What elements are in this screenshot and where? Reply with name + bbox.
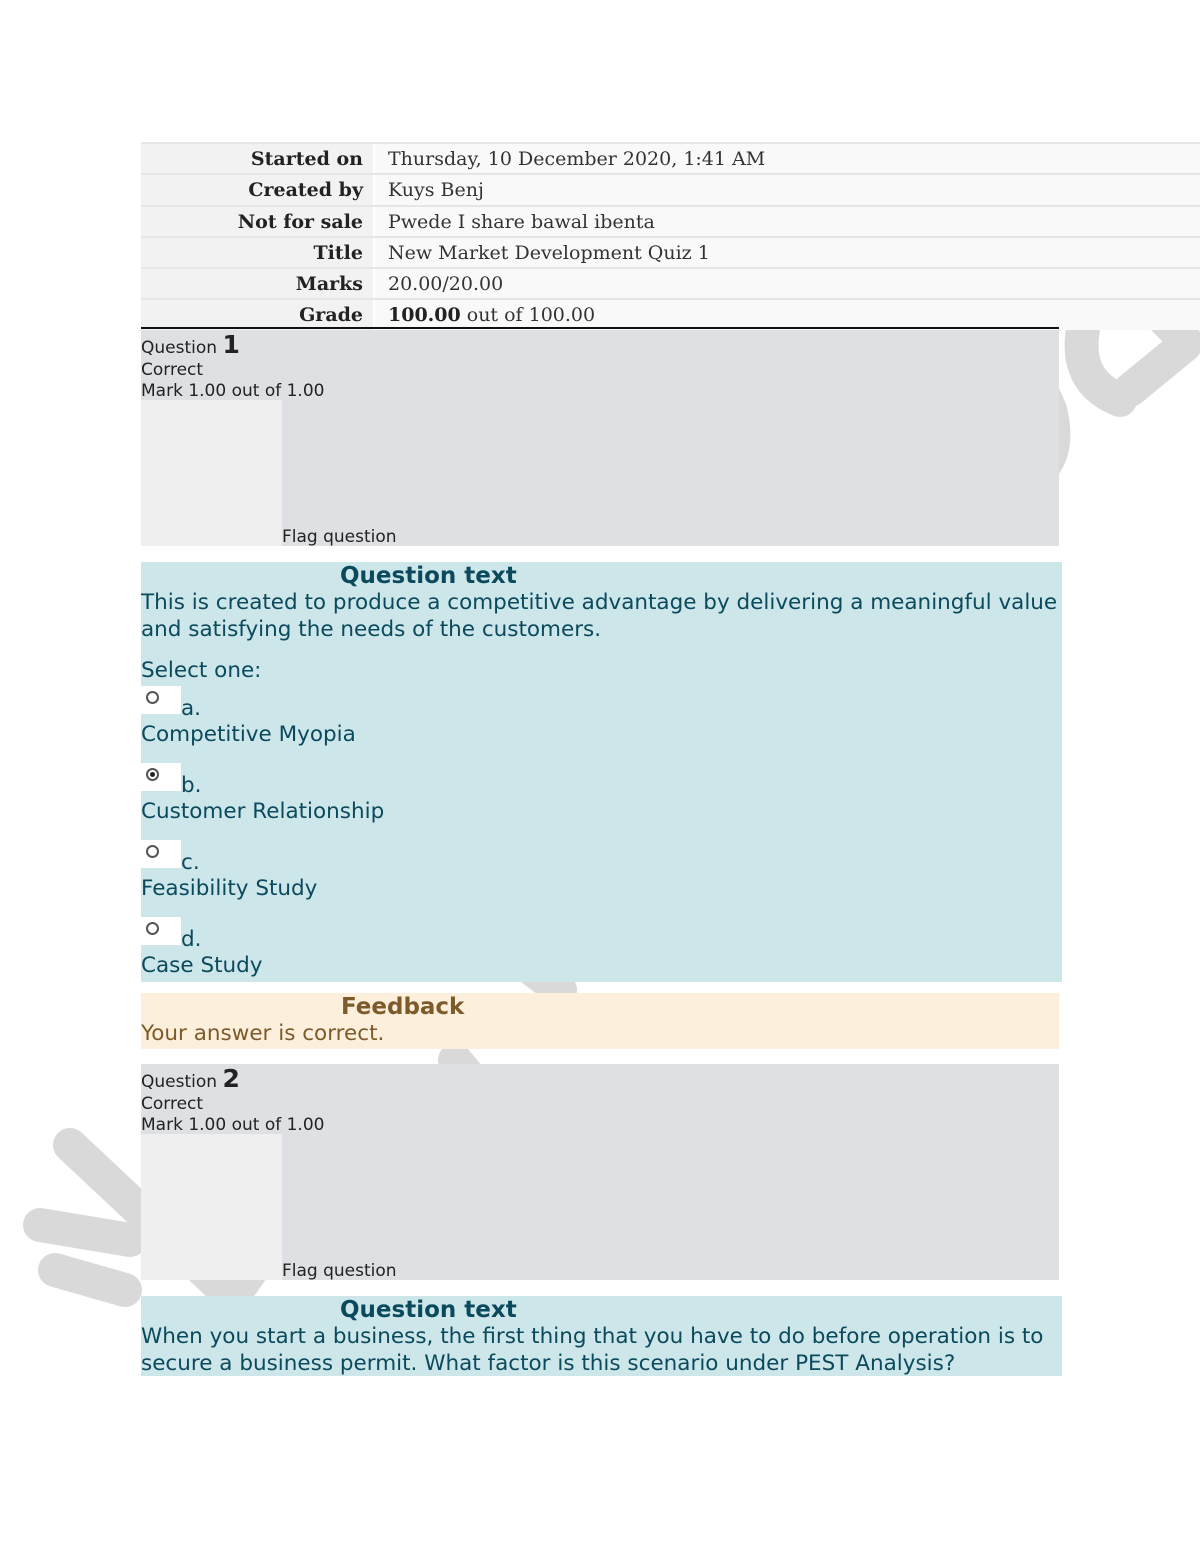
- question-2-content: [141, 1296, 1062, 1376]
- feedback-text: Your answer is correct.: [141, 1021, 385, 1046]
- grade-score: 100.00: [388, 304, 461, 327]
- radio-box[interactable]: [141, 840, 181, 868]
- radio-button-a[interactable]: [146, 691, 159, 704]
- feedback-heading: Feedback: [341, 994, 465, 1020]
- summary-row-marks: [141, 267, 1200, 298]
- option-letter: a.: [181, 696, 202, 721]
- summary-value: New Market Development Quiz 1: [375, 238, 1200, 267]
- summary-label: Created by: [141, 175, 373, 204]
- question-grade: Mark 1.00 out of 1.00: [141, 1115, 325, 1135]
- flag-question-link[interactable]: Flag question: [282, 527, 397, 547]
- summary-row-grade: [141, 298, 1200, 329]
- grade-total: out of 100.00: [460, 304, 596, 327]
- radio-box[interactable]: [141, 763, 181, 791]
- question-number-value: 1: [222, 330, 240, 359]
- option-text: Competitive Myopia: [141, 722, 356, 747]
- summary-label: Started on: [141, 144, 373, 173]
- summary-label: Title: [141, 238, 373, 267]
- info-panel: [141, 1134, 282, 1280]
- summary-label: Not for sale: [141, 207, 373, 236]
- summary-divider: [141, 327, 1059, 329]
- summary-value: Pwede I share bawal ibenta: [375, 207, 1200, 236]
- option-text: Feasibility Study: [141, 876, 318, 901]
- question-number: [141, 1064, 240, 1093]
- info-panel: [141, 400, 282, 546]
- question-text: This is created to produce a competitive advantage by delivering a meaningful value and satisfying the needs of the customers.: [141, 590, 1058, 642]
- question-1-info: [141, 330, 1059, 546]
- radio-button-b-selected[interactable]: [146, 768, 159, 781]
- question-2-info: [141, 1064, 1059, 1280]
- radio-box[interactable]: [141, 917, 181, 945]
- option-letter: b.: [181, 773, 202, 798]
- option-text: Case Study: [141, 953, 263, 978]
- summary-label: Grade: [141, 300, 373, 329]
- flag-question-link[interactable]: Flag question: [282, 1261, 397, 1281]
- summary-value: 20.00/20.00: [375, 269, 1200, 298]
- summary-value: Thursday, 10 December 2020, 1:41 AM: [375, 144, 1200, 173]
- question-number-value: 2: [222, 1064, 240, 1093]
- question-state: Correct: [141, 1094, 204, 1114]
- question-prefix: Question: [141, 1072, 218, 1092]
- question-prefix: Question: [141, 338, 218, 358]
- question-state: Correct: [141, 360, 204, 380]
- summary-row-not-for-sale: [141, 205, 1200, 236]
- radio-box[interactable]: [141, 686, 181, 714]
- question-text: When you start a business, the first thing that you have to do before operation is to secure a business permit. What factor is this scenario under PEST Analysis?: [141, 1324, 1044, 1376]
- question-grade: Mark 1.00 out of 1.00: [141, 381, 325, 401]
- option-letter: d.: [181, 927, 202, 952]
- question-1-content: [141, 562, 1062, 982]
- question-text-heading: Question text: [340, 1297, 517, 1323]
- attempt-summary-table: [141, 142, 1200, 330]
- question-text-heading: Question text: [340, 563, 517, 589]
- question-number: [141, 330, 240, 359]
- summary-value: [375, 300, 1200, 329]
- feedback-panel: [141, 993, 1059, 1049]
- summary-row-started: [141, 142, 1200, 173]
- summary-label: Marks: [141, 269, 373, 298]
- option-letter: c.: [181, 850, 200, 875]
- radio-button-d[interactable]: [146, 922, 159, 935]
- radio-button-c[interactable]: [146, 845, 159, 858]
- option-text: Customer Relationship: [141, 799, 385, 824]
- summary-row-created-by: [141, 173, 1200, 204]
- select-one-prompt: Select one:: [141, 658, 262, 683]
- summary-value: Kuys Benj: [375, 175, 1200, 204]
- summary-row-title: [141, 236, 1200, 267]
